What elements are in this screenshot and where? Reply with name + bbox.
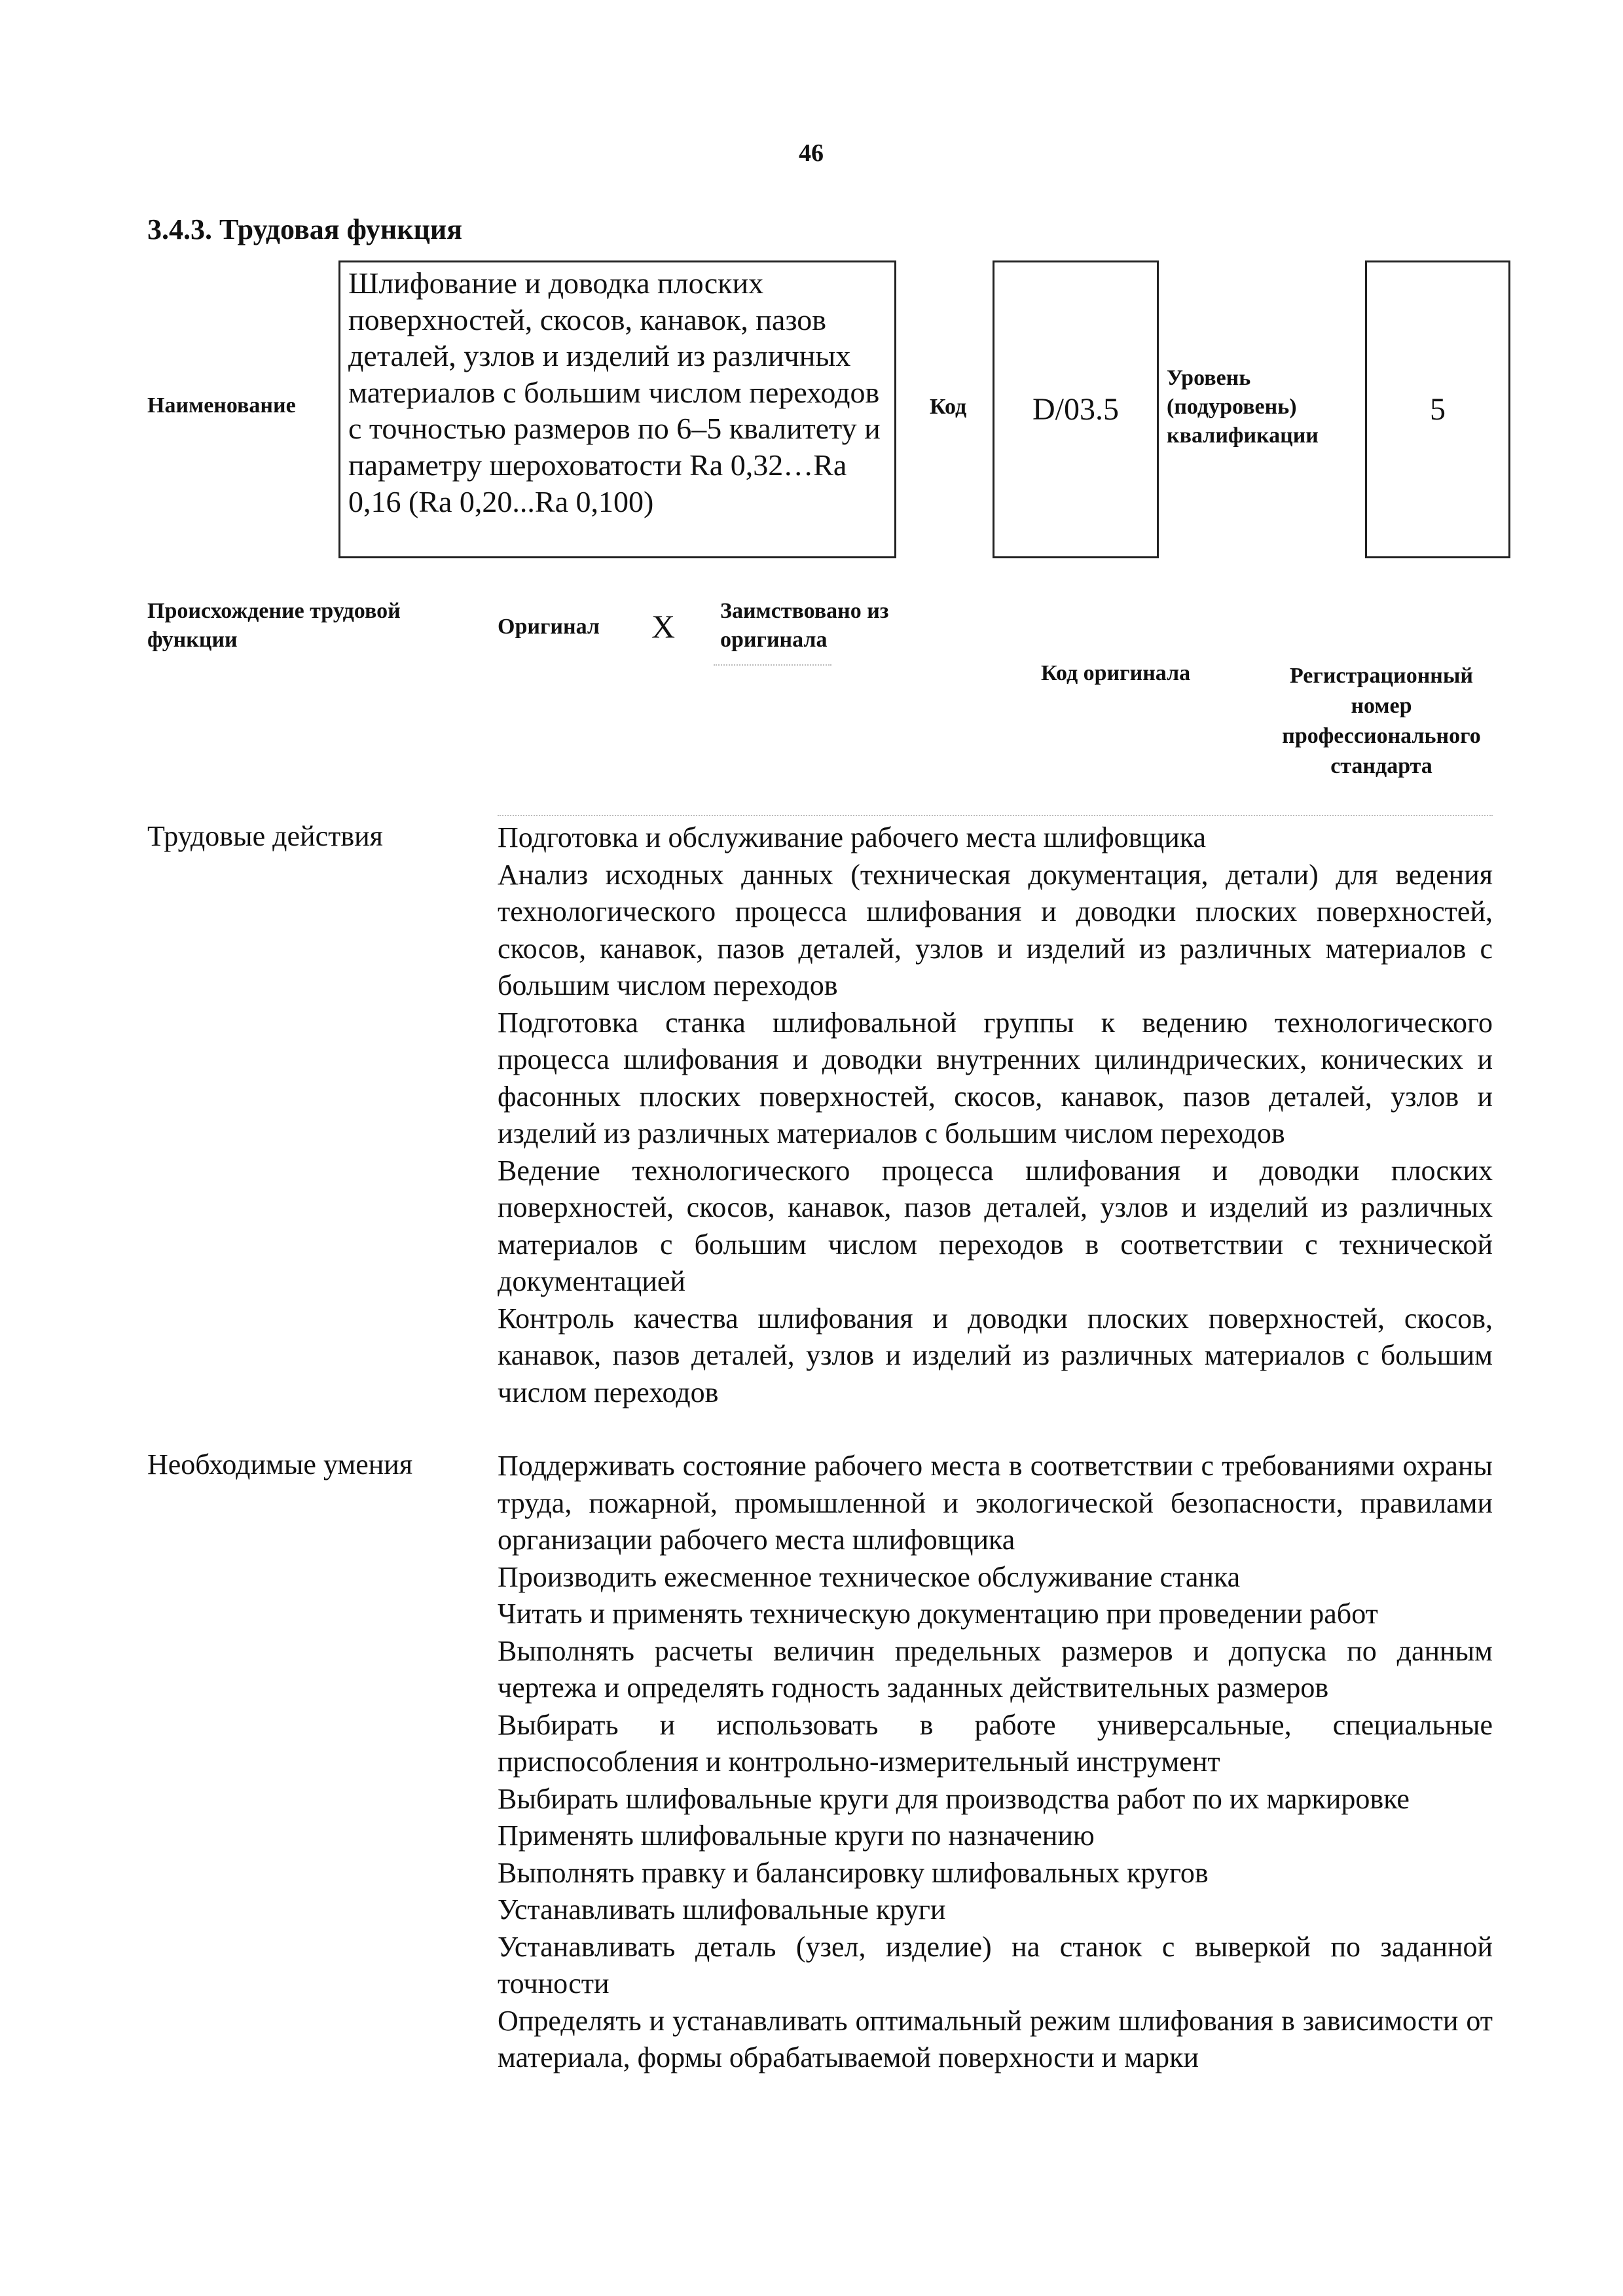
page-number: 46 <box>799 139 824 167</box>
labor-action-item: Анализ исходных данных (техническая документация, детали) для ведения технологического процесса шлифования и доводки плоских поверхностей, скосов, канавок, пазов деталей, узлов и изделий из различных материалов с большим числом переходов <box>498 858 1493 1001</box>
skill-item: Производить ежесменное техническое обслуживание станка <box>498 1560 1241 1593</box>
skill-item: Выполнять расчеты величин предельных размеров и допуска по данным чертежа и определять годность заданных действительных размеров <box>498 1634 1493 1704</box>
reg-number-label: Регистрационный номер профессионального стандарта <box>1282 664 1481 778</box>
skill-item: Выполнять правку и балансировку шлифовальных кругов <box>498 1856 1209 1889</box>
name-label: Наименование <box>147 393 296 418</box>
original-code-label: Код оригинала <box>1041 661 1191 685</box>
name-value-box <box>338 260 896 558</box>
required-skills-list <box>498 1448 1493 2077</box>
level-value-box <box>1365 260 1510 558</box>
skill-item: Применять шлифовальные круги по назначению <box>498 1820 1095 1852</box>
skill-item: Устанавливать шлифовальные круги <box>498 1893 946 1926</box>
name-value: Шлифование и доводка плоских поверхностей, скосов, канавок, пазов деталей, узлов и изделий из различных материалов с большим числом переходов с точностью размеров по 6–5 квалитету и параметру шероховатости Ra 0,32…Ra 0,16 (Ra 0,20...Ra 0,100) <box>348 266 881 518</box>
original-label: Оригинал <box>498 615 600 639</box>
code-label: Код <box>930 395 967 419</box>
labor-action-item: Подготовка и обслуживание рабочего места шлифовщика <box>498 821 1207 853</box>
skill-item: Читать и применять техническую документацию при проведении работ <box>498 1598 1378 1630</box>
code-value-box <box>993 260 1159 558</box>
skill-item: Выбирать и использовать в работе универсальные, специальные приспособления и контрольно-измерительный инструмент <box>498 1708 1493 1778</box>
level-value: 5 <box>1430 392 1446 427</box>
origin-label: Происхождение трудовой функции <box>147 599 401 652</box>
labor-action-item: Подготовка станка шлифовальной группы к ведению технологического процесса шлифования и доводки внутренних цилиндрических, конических и фасонных плоских поверхностей, скосов, канавок, пазов деталей, узлов и изделий из различных материалов с большим числом переходов <box>498 1006 1493 1149</box>
skill-item: Поддерживать состояние рабочего места в соответствии с требованиями охраны труда, пожарной, промышленной и экологической безопасности, правилами организации рабочего места шлифовщика <box>498 1450 1493 1556</box>
labor-action-item: Ведение технологического процесса шлифования и доводки плоских поверхностей, скосов, канавок, пазов деталей, узлов и изделий из различных материалов с большим числом переходов в соответствии с технической документацией <box>498 1154 1493 1297</box>
separator <box>714 664 831 666</box>
section-title: 3.4.3. Трудовая функция <box>147 213 463 245</box>
skill-item: Устанавливать деталь (узел, изделие) на станок с выверкой по заданной точности <box>498 1930 1493 2000</box>
skill-item: Выбирать шлифовальные круги для производства работ по их маркировке <box>498 1782 1410 1815</box>
borrowed-label: Заимствовано из оригинала <box>720 599 889 652</box>
level-label: Уровень (подуровень) квалификации <box>1167 366 1319 448</box>
separator <box>498 815 1493 816</box>
labor-actions-list <box>498 819 1493 1411</box>
required-skills-label: Необходимые умения <box>147 1448 413 1480</box>
original-mark: X <box>651 608 676 645</box>
labor-actions-label: Трудовые действия <box>147 820 383 852</box>
labor-action-item: Контроль качества шлифования и доводки плоских поверхностей, скосов, канавок, пазов деталей, узлов и изделий из различных материалов с большим числом переходов <box>498 1302 1493 1408</box>
skill-item: Определять и устанавливать оптимальный режим шлифования в зависимости от материала, формы обрабатываемой поверхности и марки <box>498 2004 1493 2073</box>
code-value: D/03.5 <box>1032 392 1119 427</box>
